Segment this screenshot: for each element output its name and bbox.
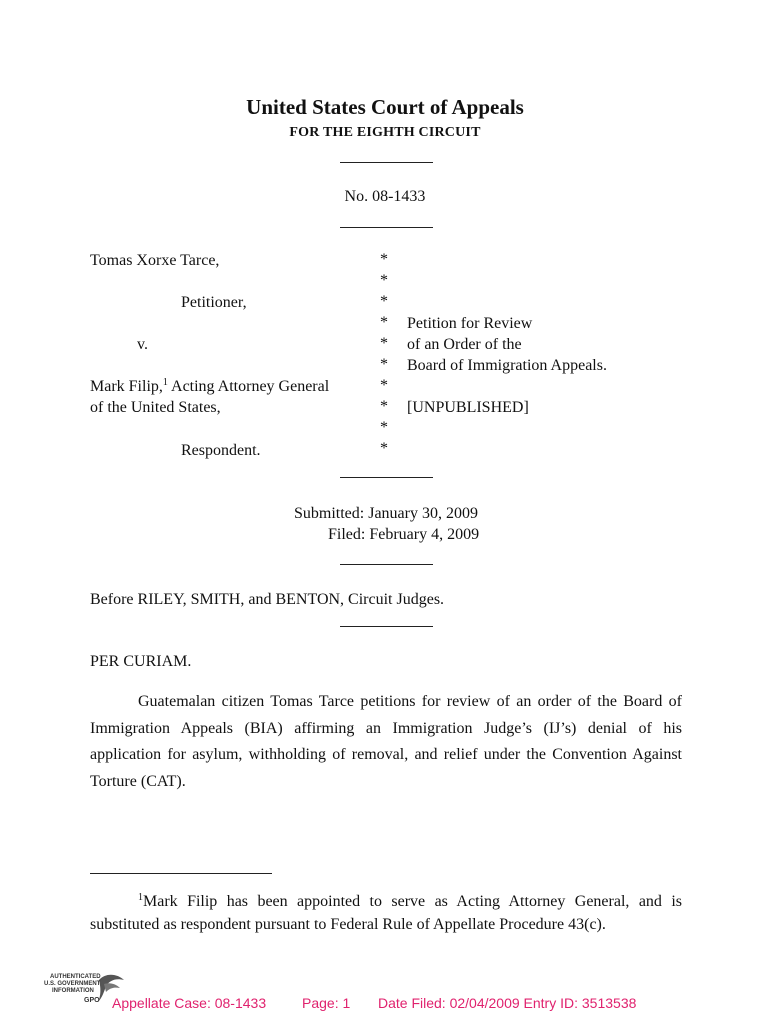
review-line-3: Board of Immigration Appeals. bbox=[407, 357, 607, 374]
caption-separator: * bbox=[380, 440, 388, 457]
footnote-text: Mark Filip has been appointed to serve as Acting Attorney General, and is substituted as respondent pursuant to Federal Rule of Appellate Procedure 43(c). bbox=[90, 893, 682, 933]
caption-separator: * bbox=[380, 314, 388, 331]
footnote-marker-ref: 1 bbox=[162, 377, 168, 388]
divider-4 bbox=[340, 564, 433, 565]
respondent-name: Mark Filip, bbox=[90, 378, 163, 395]
respondent-title: Acting Attorney General bbox=[167, 378, 330, 395]
docket-number: No. 08-1433 bbox=[344, 188, 426, 205]
gpo-mark: GPO bbox=[84, 997, 100, 1004]
caption-separator: * bbox=[380, 272, 388, 289]
caption-separator: * bbox=[380, 293, 388, 310]
panel-judges: Before RILEY, SMITH, and BENTON, Circuit Judges. bbox=[90, 591, 445, 608]
footer-filed-entry: Date Filed: 02/04/2009 Entry ID: 3513538 bbox=[378, 995, 637, 1011]
per-curiam-heading: PER CURIAM. bbox=[90, 653, 192, 670]
gpo-line-1: AUTHENTICATED bbox=[50, 974, 101, 980]
footnote-rule bbox=[90, 873, 272, 874]
review-line-1: Petition for Review bbox=[407, 315, 533, 332]
petitioner-role: Petitioner, bbox=[181, 294, 247, 311]
filed-date: Filed: February 4, 2009 bbox=[328, 526, 480, 543]
footer-page-number: Page: 1 bbox=[302, 995, 351, 1011]
footer-case-number: Appellate Case: 08-1433 bbox=[112, 995, 267, 1011]
divider-2 bbox=[340, 227, 433, 228]
caption-separator: * bbox=[380, 356, 388, 373]
gpo-line-2: U.S. GOVERNMENT bbox=[44, 981, 101, 987]
publication-status: [UNPUBLISHED] bbox=[407, 399, 529, 416]
circuit-name: FOR THE EIGHTH CIRCUIT bbox=[289, 125, 481, 140]
caption-separator: * bbox=[380, 251, 388, 268]
submitted-date: Submitted: January 30, 2009 bbox=[294, 505, 478, 522]
caption-separator: * bbox=[380, 398, 388, 415]
respondent-line-2: of the United States, bbox=[90, 399, 221, 416]
footnote-marker: 1 bbox=[138, 892, 143, 903]
divider-5 bbox=[340, 626, 433, 627]
caption-separator: * bbox=[380, 335, 388, 352]
review-line-2: of an Order of the bbox=[407, 336, 522, 353]
versus: v. bbox=[137, 336, 148, 353]
divider-3 bbox=[340, 477, 433, 478]
petitioner-name: Tomas Xorxe Tarce, bbox=[90, 252, 220, 269]
court-title: United States Court of Appeals bbox=[246, 95, 524, 119]
caption-separator: * bbox=[380, 377, 388, 394]
gpo-line-3: INFORMATION bbox=[52, 988, 94, 994]
divider-1 bbox=[340, 162, 433, 163]
respondent-line-1 bbox=[90, 378, 329, 396]
opinion-paragraph: Guatemalan citizen Tomas Tarce petitions for review of an order of the Board of Immigration Appeals (BIA) affirming an Immigration Judge’s (IJ’s) denial of his application for asylum, withholding of removal, and relief under the Convention Against Torture (CAT). bbox=[90, 693, 682, 790]
footnote bbox=[90, 890, 682, 936]
respondent-role: Respondent. bbox=[181, 442, 261, 459]
caption-separator: * bbox=[380, 419, 388, 436]
